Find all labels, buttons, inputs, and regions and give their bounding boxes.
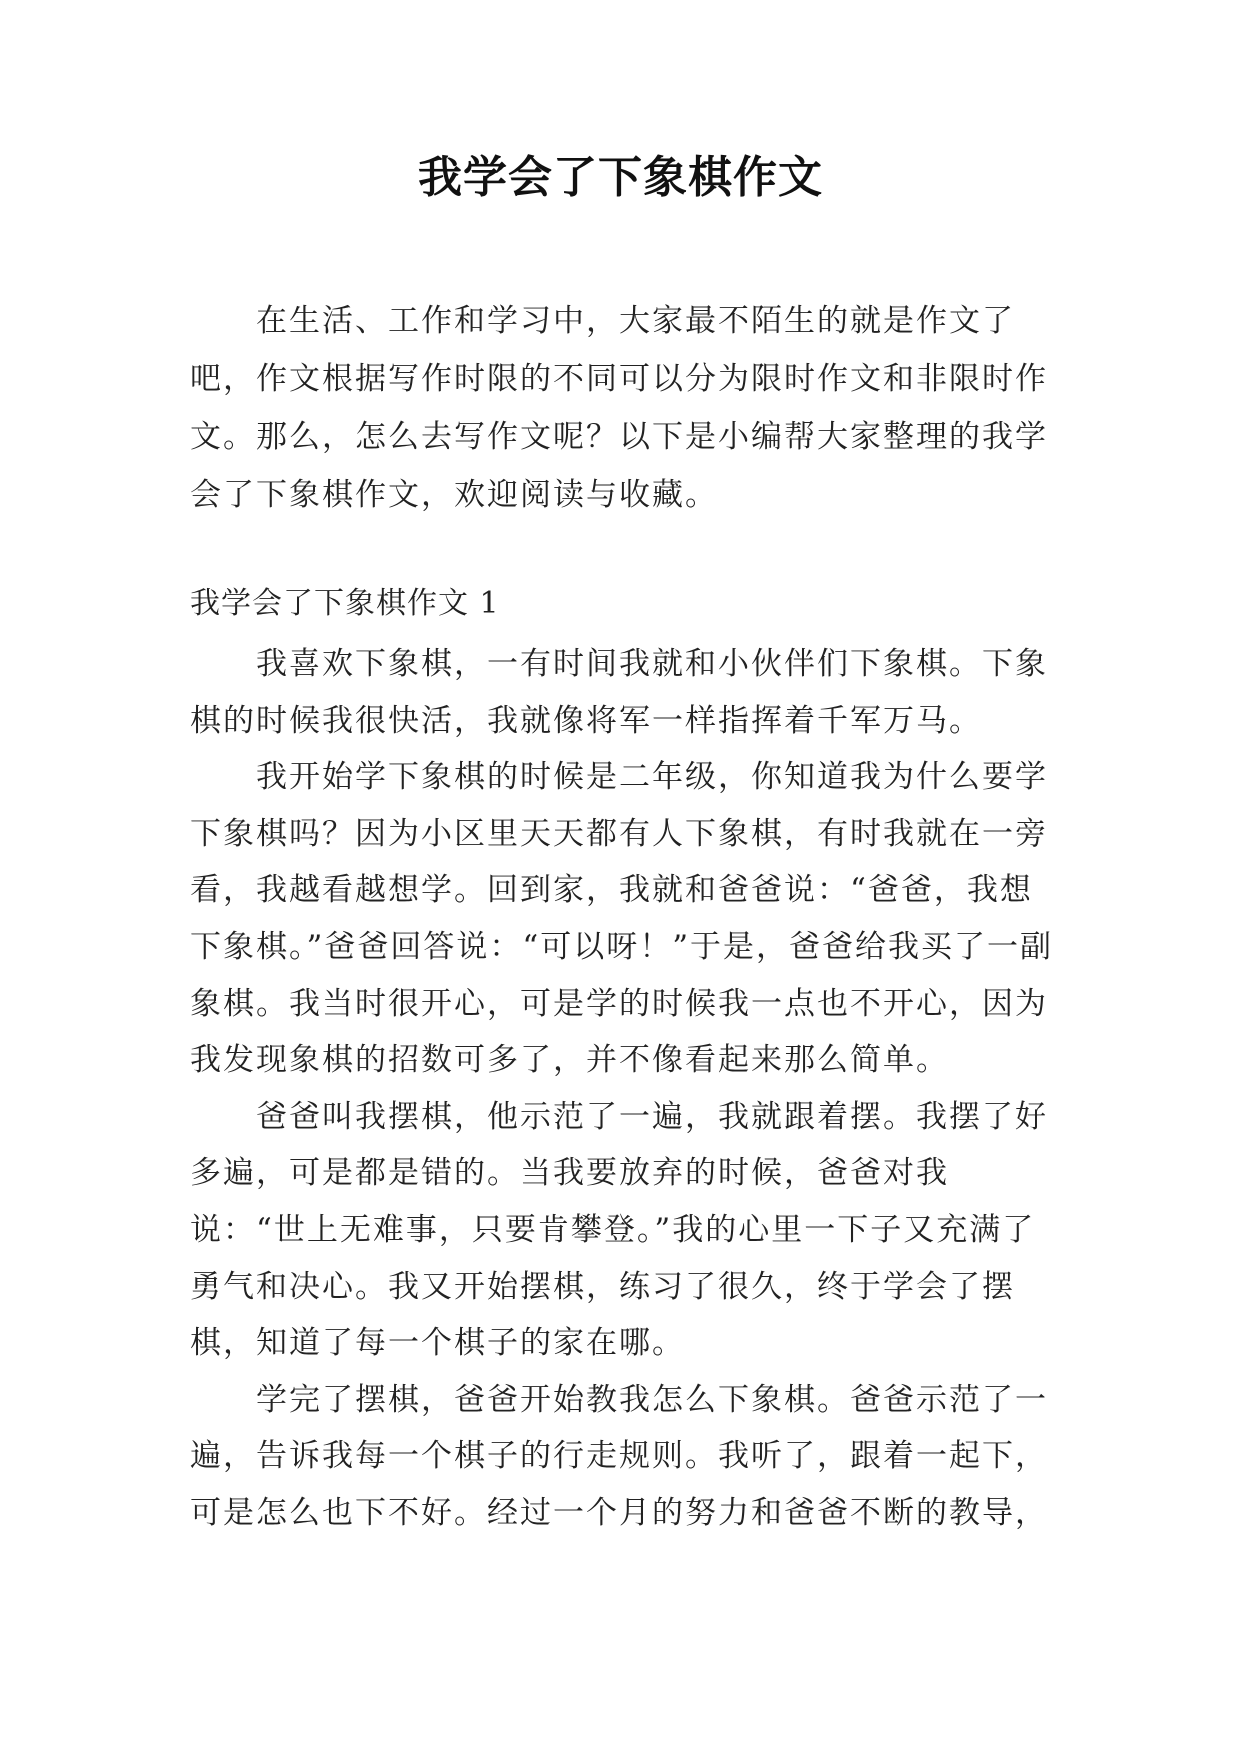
essay-paragraph: 我喜欢下象棋，一有时间我就和小伙伴们下象棋。下象棋的时候我很快活，我就像将军一样指挥着千军万马。 [190, 646, 1048, 739]
intro-paragraph: 在生活、工作和学习中，大家最不陌生的就是作文了吧，作文根据写作时限的不同可以分为限时作文和非限时作文。那么，怎么去写作文呢？以下是小编帮大家整理的我学会了下象棋作文，欢迎阅读与收藏。 [190, 303, 1048, 513]
essay-paragraph: 我开始学下象棋的时候是二年级，你知道我为什么要学下象棋吗？因为小区里天天都有人下象棋，有时我就在一旁看，我越看越想学。回到家，我就和爸爸说：“爸爸，我想下象棋。”爸爸回答说：“可以呀！”于是，爸爸给我买了一副象棋。我当时很开心，可是学的时候我一点也不开心，因为我发现象棋的招数可多了，并不像看起来那么简单。 [190, 759, 1054, 1079]
essay-body [190, 636, 1060, 1542]
document-title: 我学会了下象棋作文 [418, 152, 823, 203]
section-heading: 我学会了下象棋作文 1 [190, 586, 500, 621]
essay-paragraph: 学完了摆棋，爸爸开始教我怎么下象棋。爸爸示范了一遍，告诉我每一个棋子的行走规则。我听了，跟着一起下，可是怎么也下不好。经过一个月的努力和爸爸不断的教导， [190, 1381, 1048, 1531]
essay-paragraph: 爸爸叫我摆棋，他示范了一遍，我就跟着摆。我摆了好多遍，可是都是错的。当我要放弃的时候，爸爸对我说：“世上无难事，只要肯攀登。”我的心里一下子又充满了勇气和决心。我又开始摆棋，练习了很久，终于学会了摆棋，知道了每一个棋子的家在哪。 [190, 1098, 1048, 1362]
